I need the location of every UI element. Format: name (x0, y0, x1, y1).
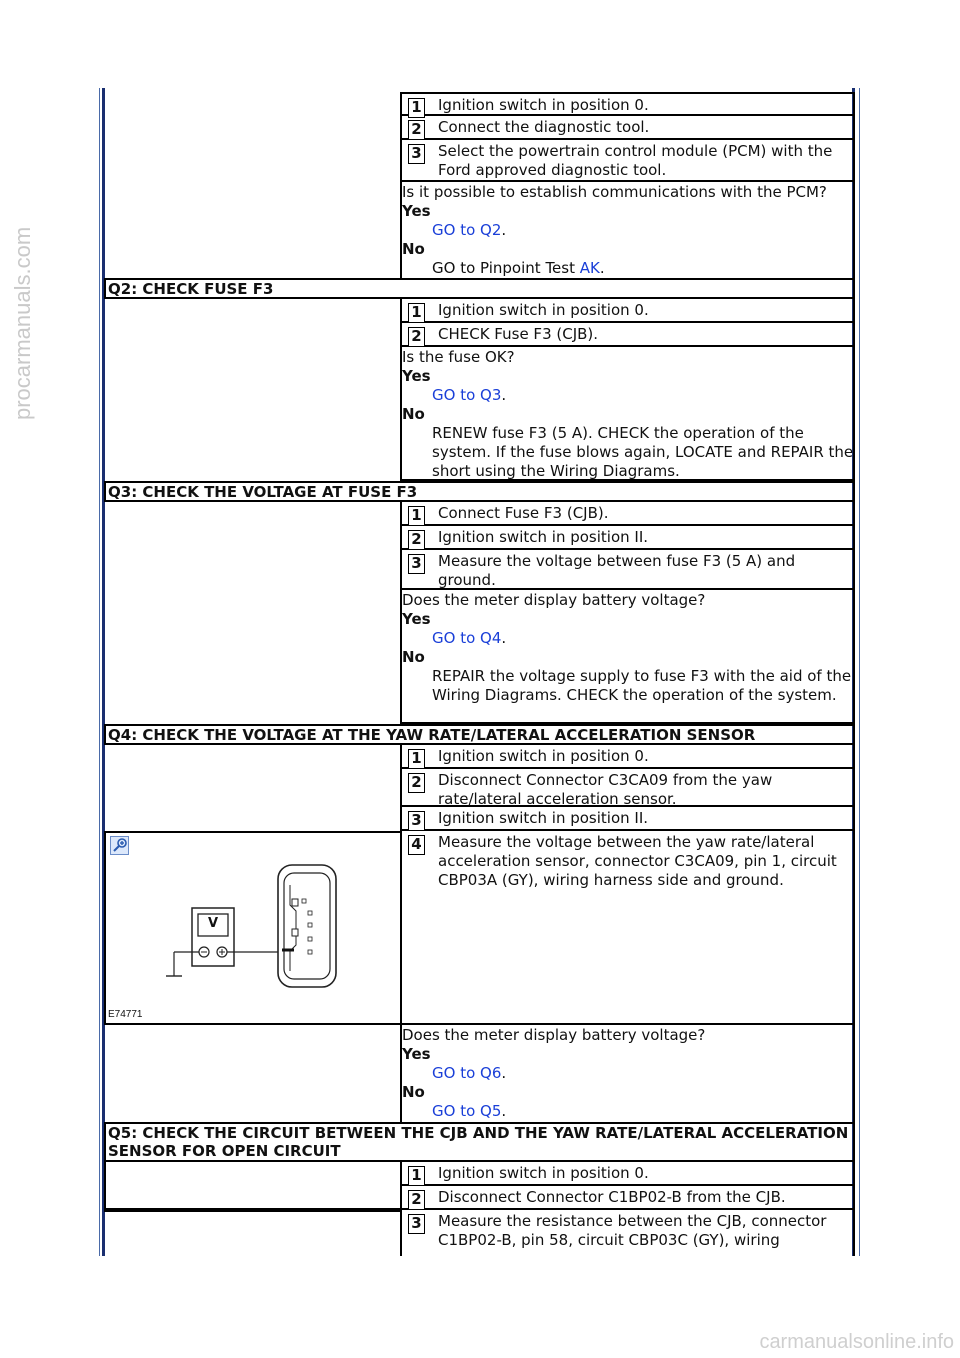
go-to-q5-link[interactable]: GO to Q5 (432, 1102, 502, 1120)
q4-answer: Does the meter display battery voltage? Yes GO to Q6. No GO to Q5. (402, 1026, 854, 1121)
question-text: Is it possible to establish communications with the PCM? (402, 183, 827, 201)
step-text: Select the powertrain control module (PCM) with the Ford approved diagnostic tool. (438, 142, 833, 179)
q3-answer: Does the meter display battery voltage? Yes GO to Q4. No REPAIR the voltage supply to fuse F3 with the aid of the Wiring Diagrams. CHECK the operation of the system. (402, 591, 854, 705)
q1-answer: Is it possible to establish communications with the PCM? Yes GO to Q2. No GO to Pinpoint Test AK. (402, 183, 854, 278)
q3-step-3 (400, 550, 855, 590)
no-label: No (402, 405, 425, 423)
q2-header: Q2: CHECK FUSE F3 (104, 278, 855, 299)
q5-header: Q5: CHECK THE CIRCUIT BETWEEN THE CJB AND THE YAW RATE/LATERAL ACCELERATION SENSOR FOR OPEN CIRCUIT (104, 1122, 855, 1162)
q1-step-3 (400, 140, 855, 182)
right-rule-thin (859, 88, 860, 1256)
step-number: 1 (408, 506, 425, 526)
step-text: Ignition switch in position II. (438, 528, 649, 546)
q3-header: Q3: CHECK THE VOLTAGE AT FUSE F3 (104, 481, 855, 502)
step-text: Measure the voltage between fuse F3 (5 A) and ground. (438, 552, 796, 589)
q5-step-3 (400, 1210, 855, 1256)
q4-step-4 (400, 831, 855, 1025)
yes-label: Yes (402, 202, 431, 220)
pinpoint-ak-link[interactable]: AK (579, 259, 600, 277)
yes-label: Yes (402, 610, 431, 628)
no-text: REPAIR the voltage supply to fuse F3 with the aid of the Wiring Diagrams. CHECK the operation of the system. (432, 667, 852, 704)
q5-left-divider (104, 1210, 400, 1212)
step-number: 2 (408, 120, 425, 140)
q1-step-2 (400, 116, 855, 140)
yes-label: Yes (402, 1045, 431, 1063)
step-text: Measure the resistance between the CJB, connector C1BP02-B, pin 58, circuit CBP03C (GY), wiring (438, 1212, 827, 1249)
q2-step-1 (400, 299, 855, 323)
no-label: No (402, 648, 425, 666)
figure-id: E74771 (108, 1009, 143, 1020)
q4-step-3 (400, 807, 855, 831)
step-number: 1 (408, 303, 425, 323)
no-label: No (402, 240, 425, 258)
step-text: Measure the voltage between the yaw rate/lateral acceleration sensor, connector C3CA09, pin 1, circuit CBP03A (GY), wiring harness side and ground. (438, 833, 837, 889)
no-label: No (402, 1083, 425, 1101)
step-text: Ignition switch in position II. (438, 809, 649, 827)
q5-step-1 (400, 1162, 855, 1186)
go-to-q3-link[interactable]: GO to Q3 (432, 386, 502, 404)
step-number: 1 (408, 1166, 425, 1186)
step-text: Ignition switch in position 0. (438, 1164, 649, 1182)
step-number: 2 (408, 773, 425, 793)
step-number: 3 (408, 1214, 425, 1234)
no-text: RENEW fuse F3 (5 A). CHECK the operation of the system. If the fuse blows again, LOCATE and REPAIR the short using the Wiring Diagrams. (432, 424, 854, 480)
step-number: 3 (408, 144, 425, 164)
step-text: CHECK Fuse F3 (CJB). (438, 325, 599, 343)
watermark-bottom: carmanualsonline.info (759, 1331, 954, 1353)
question-text: Does the meter display battery voltage? (402, 591, 706, 609)
go-to-q4-link[interactable]: GO to Q4 (432, 629, 502, 647)
question-text: Does the meter display battery voltage? (402, 1026, 706, 1044)
step-number: 3 (408, 811, 425, 831)
q4-figure-cell (104, 831, 400, 1025)
q3-step-2 (400, 526, 855, 550)
go-to-q2-link[interactable]: GO to Q2 (432, 221, 502, 239)
q3-step-1 (400, 502, 855, 526)
step-text: Ignition switch in position 0. (438, 301, 649, 319)
q4-step-2 (400, 769, 855, 807)
step-text: Ignition switch in position 0. (438, 96, 649, 114)
q5-step-2 (400, 1186, 855, 1210)
q2-step-2 (400, 323, 855, 347)
q4-header: Q4: CHECK THE VOLTAGE AT THE YAW RATE/LATERAL ACCELERATION SENSOR (104, 724, 855, 745)
q2-answer: Is the fuse OK? Yes GO to Q3. No RENEW fuse F3 (5 A). CHECK the operation of the system. If the fuse blows again, LOCATE and REPAIR the short using the Wiring Diagrams. (402, 348, 854, 480)
q4-step-1 (400, 745, 855, 769)
wiring-diagram (106, 833, 398, 1023)
step-number: 4 (408, 835, 425, 855)
step-number: 2 (408, 1190, 425, 1210)
left-rule-thick (102, 88, 105, 1256)
go-to-q6-link[interactable]: GO to Q6 (432, 1064, 502, 1082)
yes-label: Yes (402, 367, 431, 385)
no-text: GO to Pinpoint Test (432, 259, 580, 277)
step-text: Connect the diagnostic tool. (438, 118, 650, 136)
watermark-left: procarmanuals.com (10, 226, 35, 420)
step-text: Disconnect Connector C3CA09 from the yaw rate/lateral acceleration sensor. (438, 771, 773, 808)
step-number: 2 (408, 530, 425, 550)
meter-label: V (207, 916, 219, 931)
step-text: Disconnect Connector C1BP02-B from the CJB. (438, 1188, 786, 1206)
step-text: Connect Fuse F3 (CJB). (438, 504, 609, 522)
step-number: 3 (408, 554, 425, 574)
q1-step-1 (400, 92, 855, 116)
step-number: 1 (408, 98, 425, 118)
left-rule-thin (99, 88, 100, 1256)
q5-left-cell (104, 1162, 400, 1210)
step-number: 2 (408, 327, 425, 347)
step-text: Ignition switch in position 0. (438, 747, 649, 765)
question-text: Is the fuse OK? (402, 348, 515, 366)
step-number: 1 (408, 749, 425, 769)
